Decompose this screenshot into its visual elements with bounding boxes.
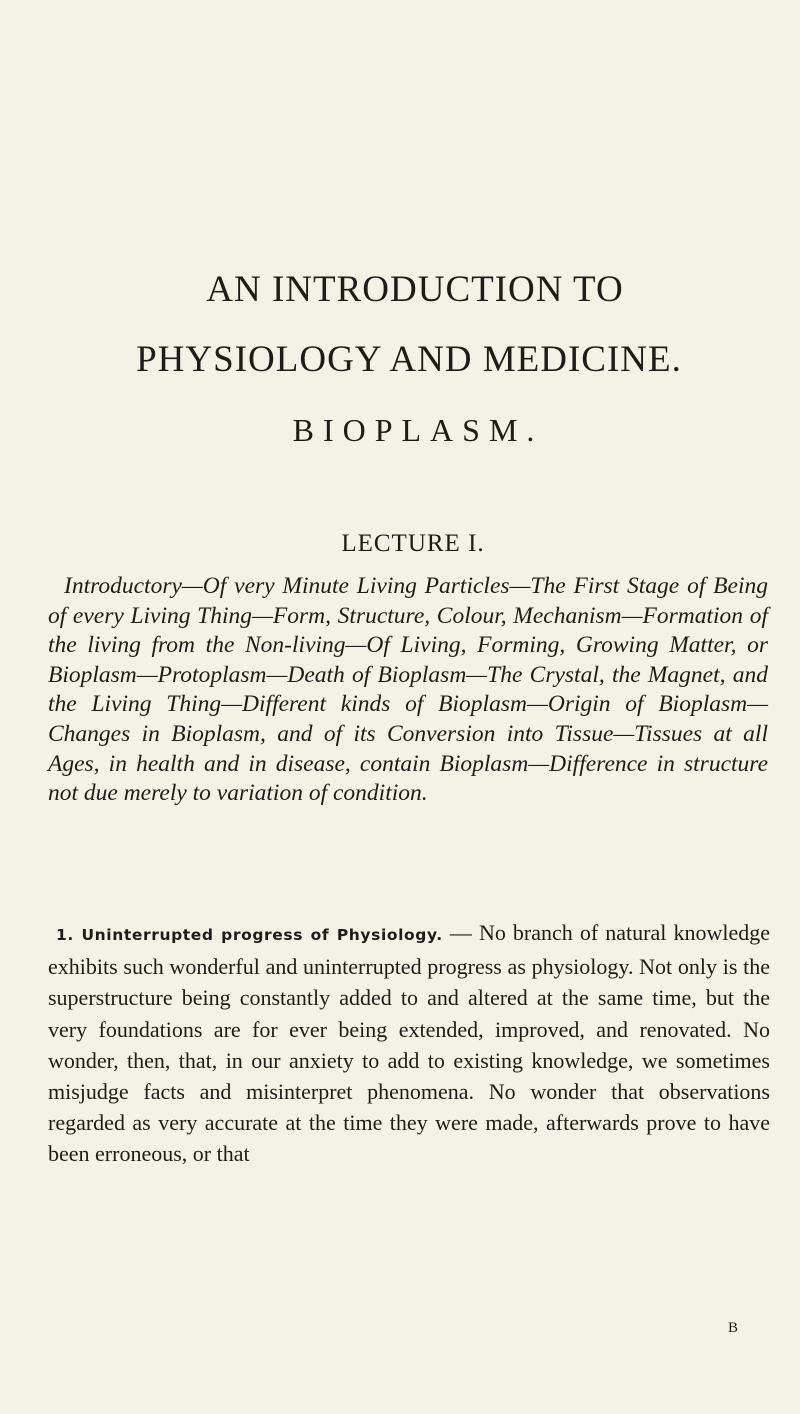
book-title-line-2: PHYSIOLOGY AND MEDICINE. [136, 339, 682, 380]
lecture-summary: Introductory—Of very Minute Living Particles—The First Stage of Being of every Living Thing—Form, Structure, Colour, Mechanism—Formation of the living from the Non-living—Of Living, Forming, Growing Matter, or Bioplasm—Protoplasm—Death of Bioplasm—The Crystal, the Magnet, and the Living Thing—Different kinds of Bioplasm—Origin of Bioplasm—Changes in Bioplasm, and of its Conversion into Tissue—Tissues at all Ages, in health and in disease, contain Bioplasm—Difference in structure not due merely to variation of condition. [48, 573, 768, 807]
subject-heading: BIOPLASM. [292, 412, 544, 448]
section-heading: 1. Uninterrupted progress of Physiology. [56, 926, 443, 944]
book-title-line-1: AN INTRODUCTION TO [206, 269, 624, 310]
lecture-heading: LECTURE I. [341, 530, 485, 557]
paragraph-text: No branch of natural knowledge exhibits such wonderful and uninterrupted progress as physiology. Not only is the superstructure being constantly added to and altered at the same time, but the very foundations are for ever being extended, improved, and renovated. No wonder, then, that, in our anxiety to add to existing knowledge, we sometimes misjudge facts and misinterpret phenomena. No wonder that observations regarded as very accurate at the time they were made, afterwards prove to have been erroneous, or that [48, 920, 770, 1167]
signature-mark: B [728, 1320, 740, 1336]
body-paragraph [48, 917, 770, 1170]
heading-dash: — [442, 920, 479, 945]
